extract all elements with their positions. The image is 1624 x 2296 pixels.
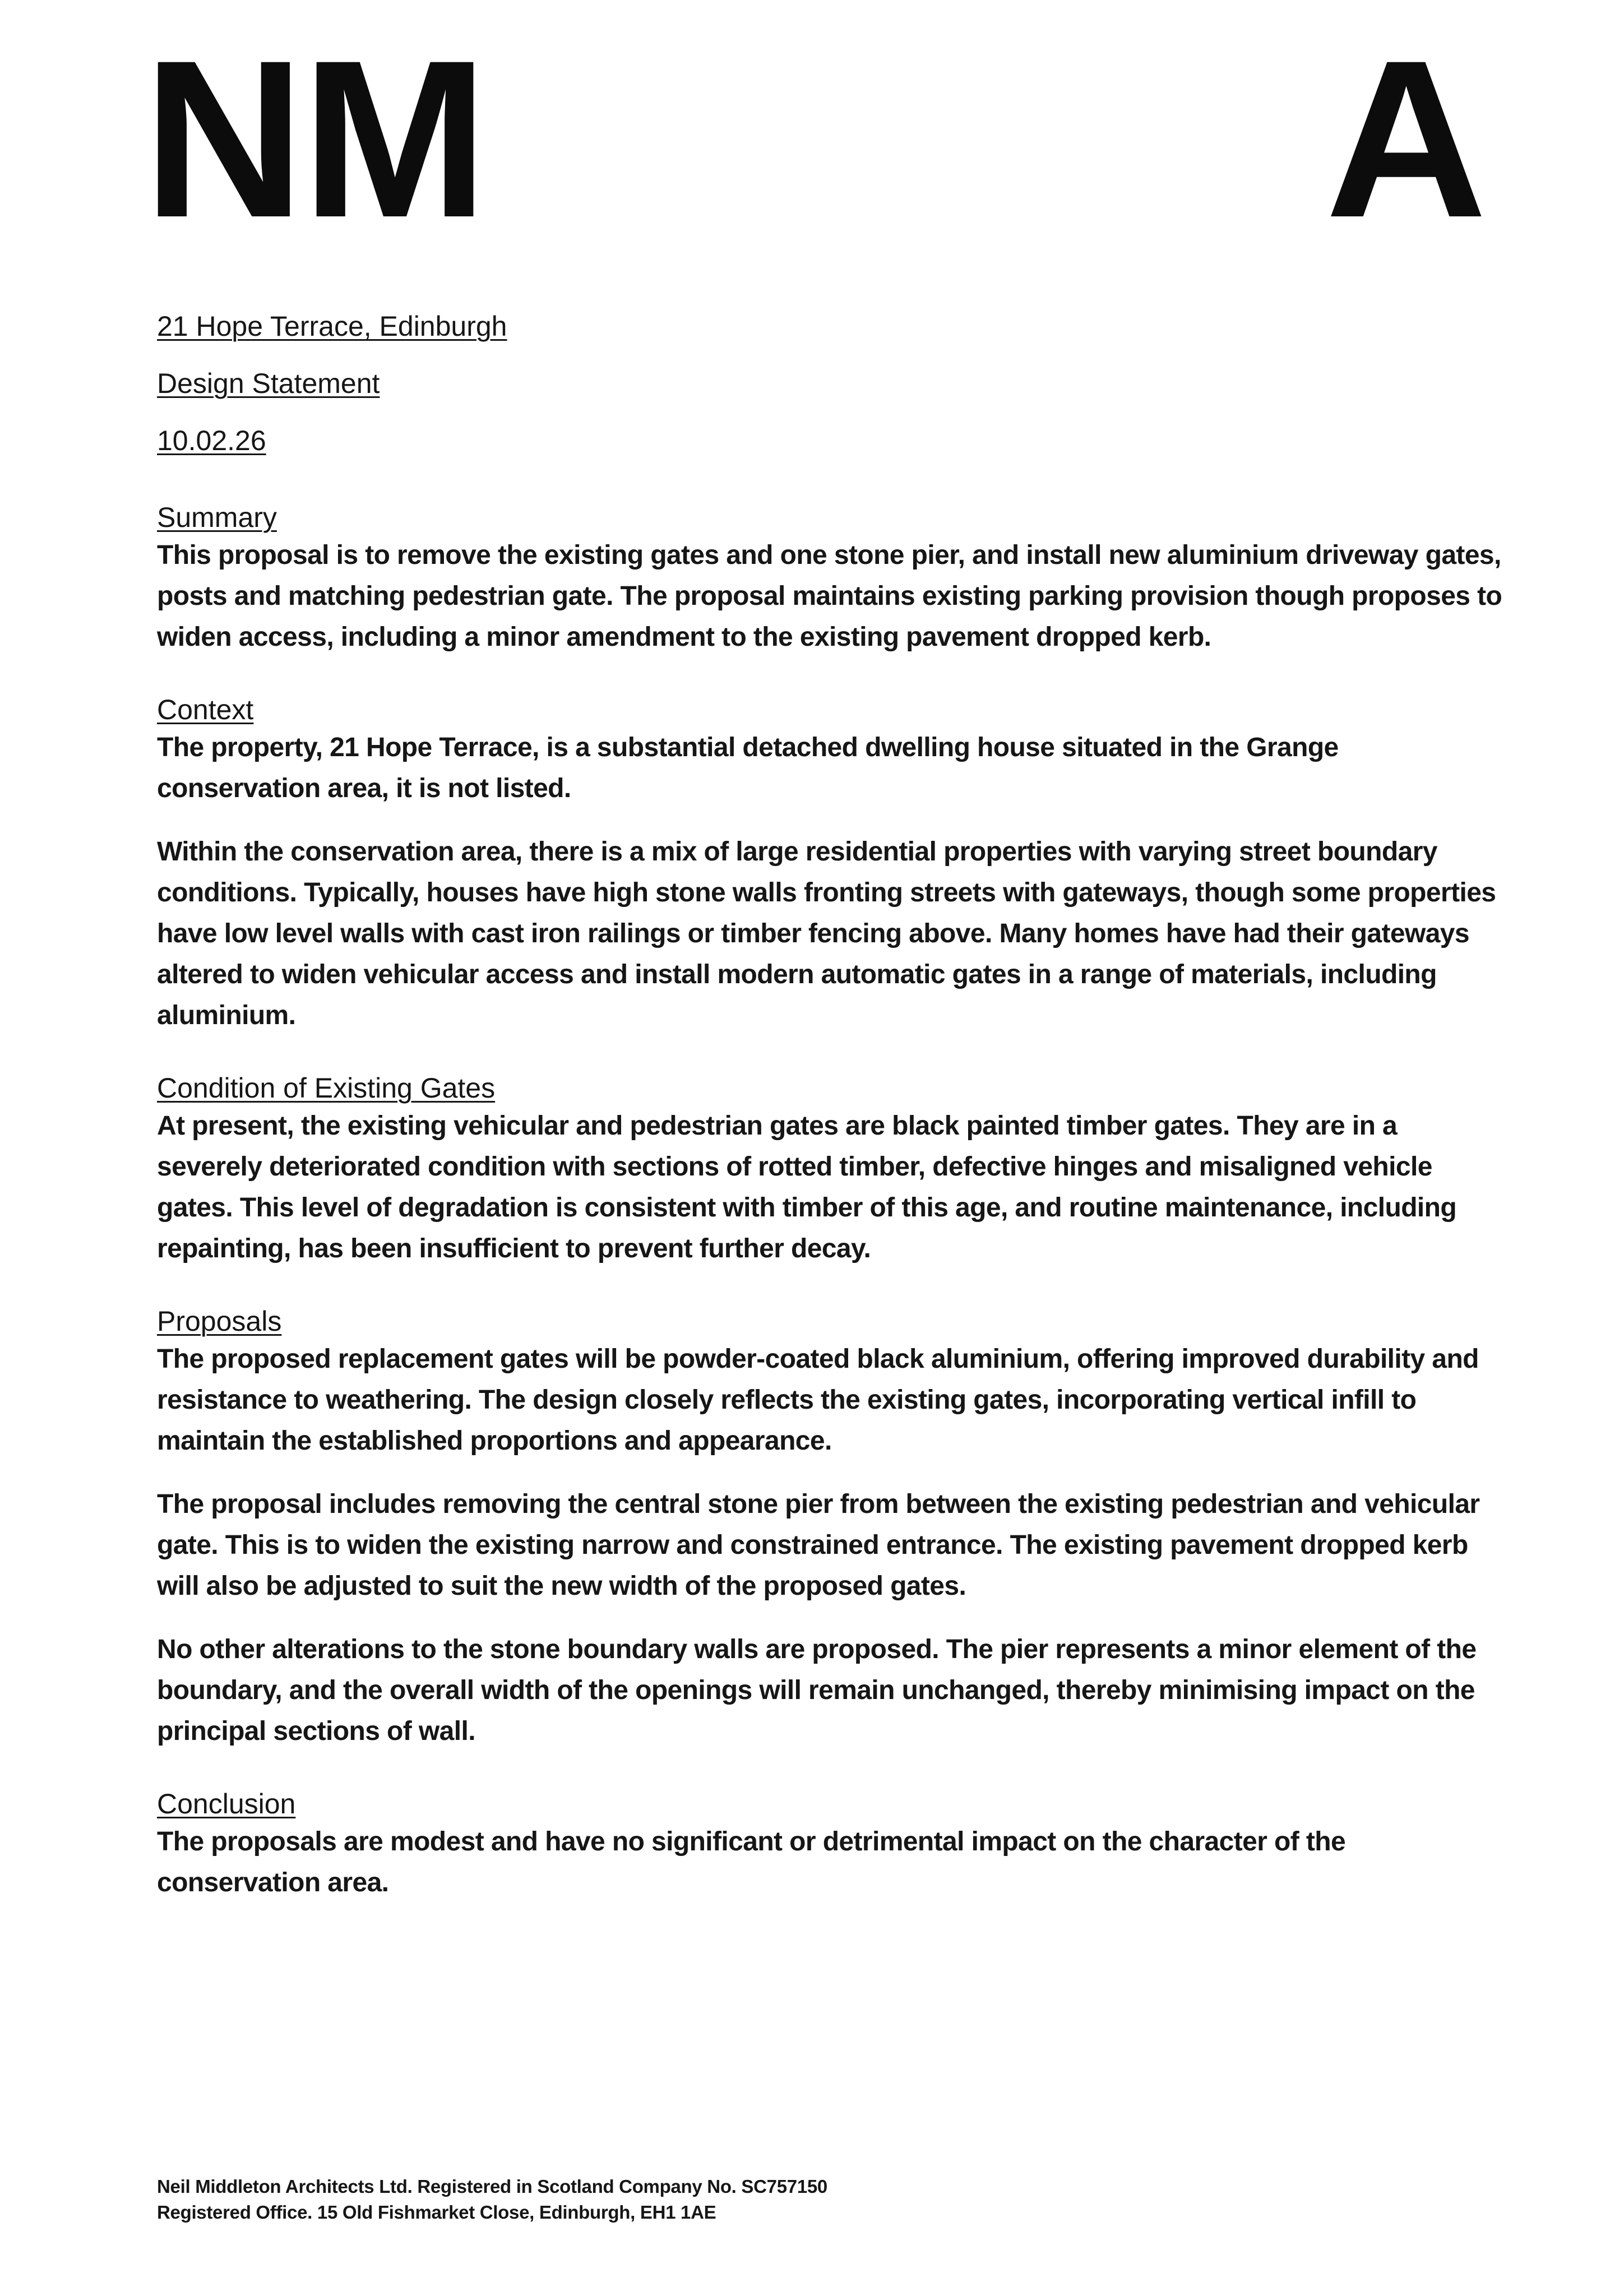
section-proposals (157, 1304, 1502, 1752)
footer-office-address: Registered Office. 15 Old Fishmarket Close, Edinburgh, EH1 1AE (157, 2202, 716, 2223)
section-paragraph: The proposed replacement gates will be powder-coated black aluminium, offering improved durability and resistance to weathering. The design closely reflects the existing gates, incorporating vertical infill to maintain the established proportions and appearance. (157, 1344, 1479, 1456)
section-paragraph: The proposals are modest and have no significant or detrimental impact on the character of the conservation area. (157, 1827, 1346, 1897)
company-footer (157, 2174, 827, 2225)
document-body (157, 309, 1502, 1938)
section-paragraph: At present, the existing vehicular and pedestrian gates are black painted timber gates. They are in a severely deteriorated condition with sections of rotted timber, defective hinges and misaligned vehicle gates. This level of degradation is consistent with timber of this age, and routine maintenance, including repainting, has been insufficient to prevent further decay. (157, 1111, 1457, 1263)
section-paragraph: The property, 21 Hope Terrace, is a substantial detached dwelling house situated in the Grange conservation area, it is not listed. (157, 733, 1339, 803)
section-paragraph: Within the conservation area, there is a mix of large residential properties with varying street boundary conditions. Typically, houses have high stone walls fronting streets with gateways, though some properties have low level walls with cast iron railings or timber fencing above. Many homes have had their gateways altered to widen vehicular access and install modern automatic gates in a range of materials, including aluminium. (157, 837, 1496, 1030)
section-context (157, 692, 1502, 1036)
section-paragraph: This proposal is to remove the existing gates and one stone pier, and install new aluminium driveway gates, posts and matching pedestrian gate. The proposal maintains existing parking provision though proposes to widen access, including a minor amendment to the existing pavement dropped kerb. (157, 540, 1502, 652)
footer-registration: Neil Middleton Architects Ltd. Registered in Scotland Company No. SC757150 (157, 2176, 827, 2197)
section-heading: Proposals (157, 1306, 282, 1337)
section-conclusion (157, 1786, 1502, 1903)
address-line: 21 Hope Terrace, Edinburgh (157, 311, 507, 342)
section-heading: Context (157, 694, 254, 725)
section-summary (157, 500, 1502, 658)
logo-a: A (1325, 13, 1484, 264)
section-heading: Conclusion (157, 1788, 296, 1820)
section-condition (157, 1071, 1502, 1269)
logo-nm: NM (143, 13, 485, 264)
section-paragraph: The proposal includes removing the central stone pier from between the existing pedestrian and vehicular gate. This is to widen the existing narrow and constrained entrance. The existing pavement dropped kerb will also be adjusted to suit the new width of the proposed gates. (157, 1489, 1480, 1601)
document-type: Design Statement (157, 368, 380, 399)
section-heading: Condition of Existing Gates (157, 1072, 496, 1104)
section-heading: Summary (157, 502, 277, 533)
document-date: 10.02.26 (157, 425, 266, 456)
section-paragraph: No other alterations to the stone boundary walls are proposed. The pier represents a minor element of the boundary, and the overall width of the openings will remain unchanged, thereby minimising impact on the principal sections of wall. (157, 1635, 1477, 1746)
